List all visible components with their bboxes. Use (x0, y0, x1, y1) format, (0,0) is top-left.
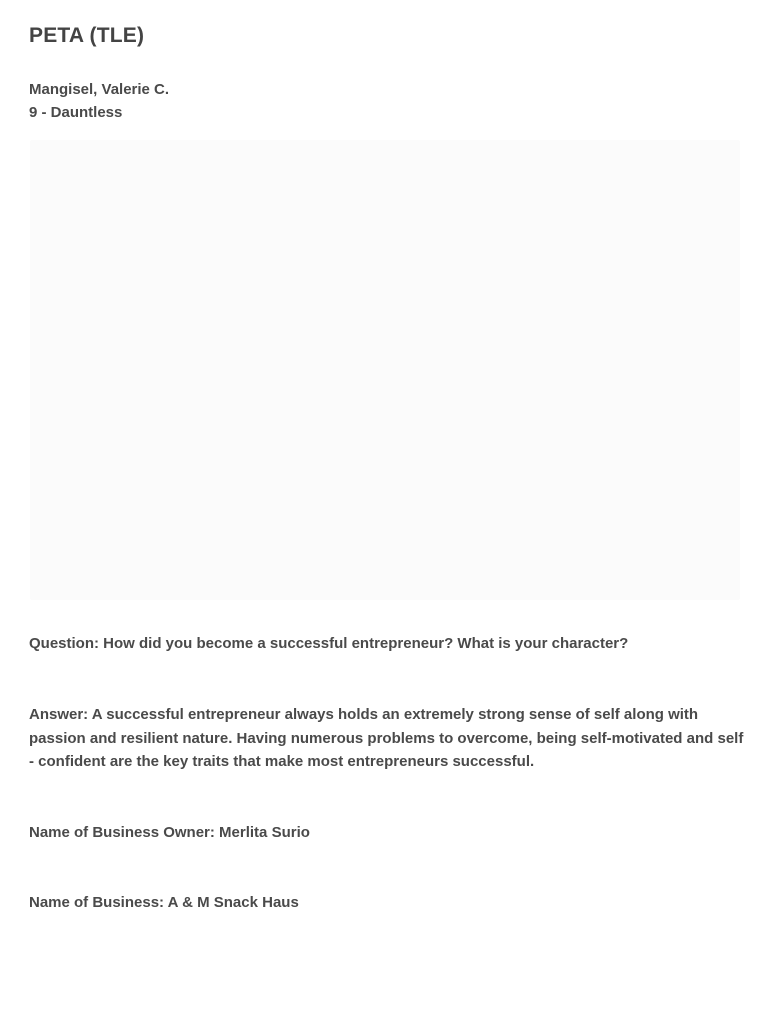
student-section: 9 - Dauntless (29, 104, 123, 121)
question-text: Question: How did you become a successful entrepreneur? What is your character? (29, 635, 629, 652)
document-title: PETA (TLE) (29, 24, 145, 47)
business-owner-text: Name of Business Owner: Merlita Surio (29, 824, 310, 841)
embedded-image (30, 140, 740, 600)
business-name-text: Name of Business: A & M Snack Haus (29, 894, 299, 911)
answer-text: Answer: A successful entrepreneur always holds an extremely strong sense of self along with passion and resilient nature. Having numerous problems to overcome, being self-motivated and self - confident are the key traits that make most entrepreneurs successful. (29, 706, 744, 770)
student-info (29, 78, 169, 124)
student-name: Mangisel, Valerie C. (29, 81, 170, 98)
